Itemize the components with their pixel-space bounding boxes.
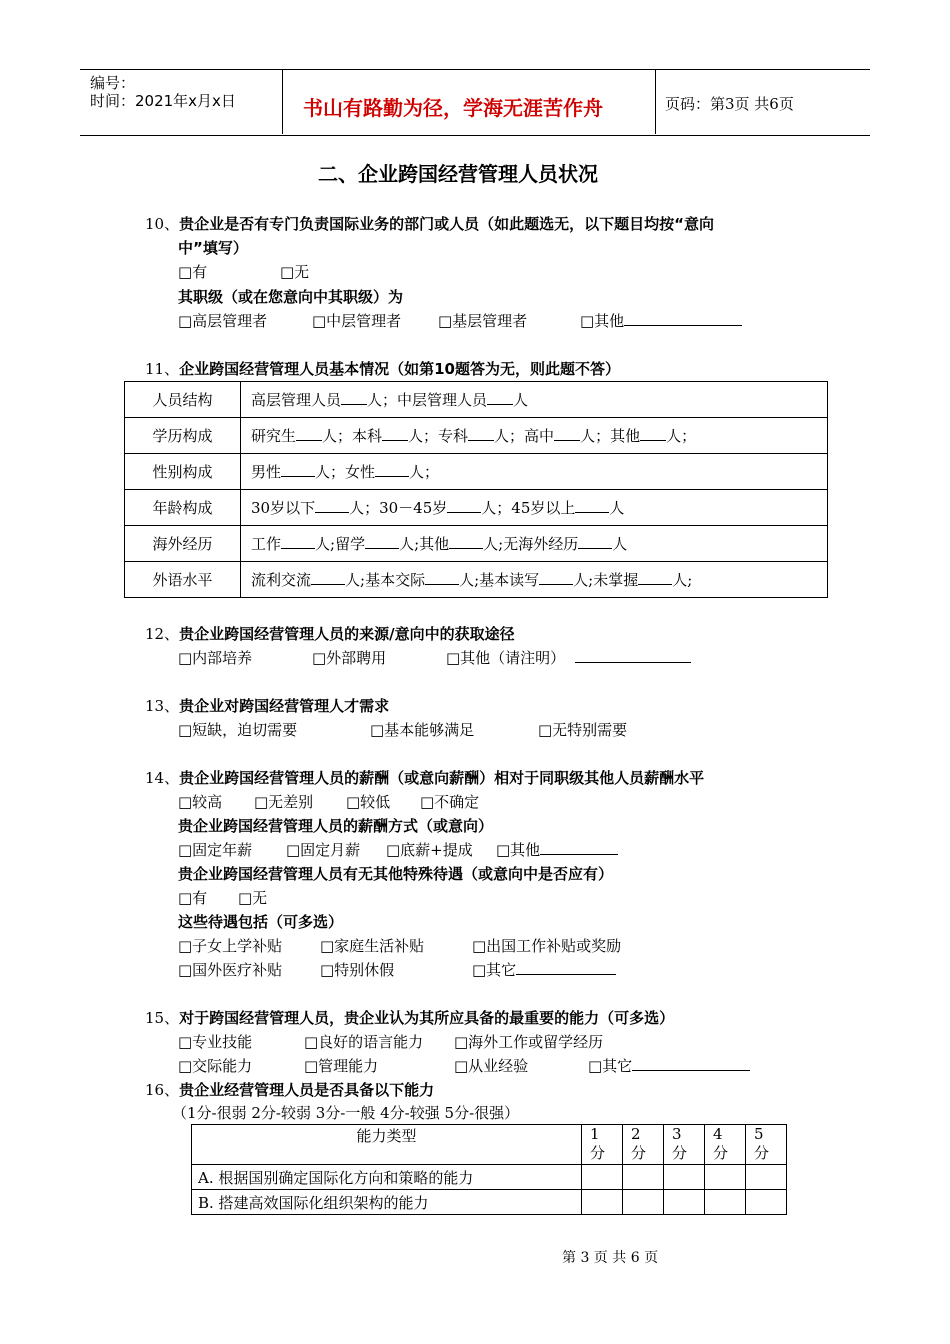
q10-option-yes[interactable]: □有 — [178, 263, 208, 281]
q14-option-treat-no[interactable]: □无 — [238, 889, 268, 907]
row-label: 海外经历 — [125, 526, 241, 562]
fill-blank[interactable] — [281, 535, 315, 549]
col-score-4 — [705, 1125, 746, 1165]
score-cell[interactable] — [582, 1190, 623, 1215]
q14-option-same[interactable]: □无差别 — [254, 793, 314, 811]
q15-option-language[interactable]: □良好的语言能力 — [304, 1033, 424, 1051]
row-label: 学历构成 — [125, 418, 241, 454]
cell-text: 工作 — [251, 535, 282, 553]
q16-table — [191, 1124, 787, 1215]
header-page-info: 页码：第3页 共6页 — [665, 95, 794, 113]
score-cell[interactable] — [705, 1190, 746, 1215]
q13-text: 贵企业对跨国经营管理人才需求 — [179, 697, 390, 715]
table-row — [125, 526, 828, 562]
score-cell[interactable] — [664, 1190, 705, 1215]
cell-text: 人;留学 — [315, 535, 366, 553]
cell-text: 人；高中 — [494, 427, 555, 445]
q15-question — [145, 1007, 674, 1028]
row-label: 外语水平 — [125, 562, 241, 598]
q10-option-base[interactable]: □基层管理者 — [438, 312, 528, 330]
table-row — [125, 418, 828, 454]
q16-text: 贵企业经营管理人员是否具备以下能力 — [179, 1081, 435, 1099]
col-score-1 — [582, 1125, 623, 1165]
row-value — [241, 382, 828, 418]
q14-text: 贵企业跨国经营管理人员的薪酬（或意向薪酬）相对于同职级其他人员薪酬水平 — [179, 769, 705, 787]
col-score-5 — [746, 1125, 787, 1165]
score-num: 1 — [590, 1125, 600, 1143]
q12-number: 12、 — [145, 625, 180, 643]
table-row — [125, 382, 828, 418]
table-row — [125, 490, 828, 526]
q14-option-lower[interactable]: □较低 — [346, 793, 391, 811]
header-top-rule — [80, 69, 870, 70]
table-row — [125, 454, 828, 490]
q14-sub-benefits: 这些待遇包括（可多选） — [178, 913, 344, 931]
page-footer: 第 3 页 共 6 页 — [562, 1250, 659, 1266]
score-cell[interactable] — [582, 1165, 623, 1190]
q13-option-sufficient[interactable]: □基本能够满足 — [370, 721, 475, 739]
q12-text: 贵企业跨国经营管理人员的来源/意向中的获取途径 — [179, 625, 515, 643]
row-value — [241, 418, 828, 454]
fill-blank[interactable] — [640, 427, 666, 441]
header-bottom-rule — [80, 135, 870, 136]
score-num: 4 — [713, 1125, 723, 1143]
q14-option-medical[interactable]: □国外医疗补贴 — [178, 961, 283, 979]
fill-blank[interactable] — [487, 391, 513, 405]
cell-text: 人； — [666, 427, 697, 445]
q14-pay-other-label: □其他 — [496, 841, 541, 859]
q11-table — [124, 381, 828, 598]
q15-option-skills[interactable]: □专业技能 — [178, 1033, 253, 1051]
fill-blank[interactable] — [539, 571, 573, 585]
q10-text-line2: 中”填写） — [178, 239, 248, 257]
fill-blank[interactable] — [382, 427, 408, 441]
q13-number: 13、 — [145, 697, 180, 715]
cell-text: 男性 — [251, 463, 282, 481]
q14-benefit-other-blank[interactable] — [516, 961, 616, 975]
q15-option-overseas[interactable]: □海外工作或留学经历 — [454, 1033, 604, 1051]
ability-a: A. 根据国别确定国际化方向和策略的能力 — [192, 1165, 582, 1190]
q10-text-line1: 贵企业是否有专门负责国际业务的部门或人员（如此题选无，以下题目均按“意向 — [179, 215, 714, 233]
fill-blank[interactable] — [554, 427, 580, 441]
col-ability-type: 能力类型 — [192, 1125, 582, 1165]
fill-blank[interactable] — [575, 499, 609, 513]
fill-blank[interactable] — [638, 571, 672, 585]
q14-option-monthly[interactable]: □固定月薪 — [286, 841, 361, 859]
q14-option-treat-yes[interactable]: □有 — [178, 889, 208, 907]
q14-option-abroad[interactable]: □出国工作补贴或奖励 — [472, 937, 622, 955]
score-cell[interactable] — [746, 1165, 787, 1190]
q14-option-child-edu[interactable]: □子女上学补贴 — [178, 937, 283, 955]
q10-option-senior[interactable]: □高层管理者 — [178, 312, 268, 330]
score-cell[interactable] — [746, 1190, 787, 1215]
score-unit: 分 — [590, 1144, 606, 1162]
q15-option-management[interactable]: □管理能力 — [304, 1057, 379, 1075]
cell-text: 人；女性 — [315, 463, 376, 481]
q14-option-pay-other[interactable] — [496, 839, 618, 860]
score-unit: 分 — [713, 1144, 729, 1162]
cell-text: 人;未掌握 — [573, 571, 639, 589]
cell-text: 人;基本读写 — [459, 571, 540, 589]
q10-option-middle[interactable]: □中层管理者 — [312, 312, 402, 330]
q10-other-blank[interactable] — [624, 312, 742, 326]
q10-question — [145, 213, 714, 234]
q11-number: 11、 — [145, 360, 180, 378]
cell-text: 人；其他 — [580, 427, 641, 445]
header-date: 时间：2021年x月x日 — [90, 92, 236, 110]
row-value — [241, 490, 828, 526]
q14-option-unsure[interactable]: □不确定 — [420, 793, 480, 811]
header-divider-left — [282, 70, 283, 134]
cell-text: 人 — [609, 499, 625, 517]
q16-number: 16、 — [145, 1081, 180, 1099]
q14-benefit-other-label: □其它 — [472, 961, 517, 979]
q15-other-blank[interactable] — [632, 1057, 750, 1071]
q12-option-internal[interactable]: □内部培养 — [178, 649, 253, 667]
q12-other-blank[interactable] — [575, 649, 691, 663]
q15-text: 对于跨国经营管理人员，贵企业认为其所应具备的最重要的能力（可多选） — [179, 1009, 675, 1027]
fill-blank[interactable] — [447, 499, 481, 513]
score-cell[interactable] — [664, 1165, 705, 1190]
row-label: 性别构成 — [125, 454, 241, 490]
score-cell[interactable] — [623, 1190, 664, 1215]
q10-number: 10、 — [145, 215, 180, 233]
cell-text: 人 — [513, 391, 529, 409]
section-title: 二、企业跨国经营管理人员状况 — [318, 162, 598, 186]
score-num: 3 — [672, 1125, 682, 1143]
cell-text: 高层管理人员 — [251, 391, 342, 409]
q10-option-no[interactable]: □无 — [280, 263, 310, 281]
header-divider-right — [655, 70, 656, 134]
q14-number: 14、 — [145, 769, 180, 787]
score-unit: 分 — [631, 1144, 647, 1162]
fill-blank[interactable] — [365, 535, 399, 549]
q10-option-other-label: □其他 — [580, 312, 625, 330]
q12-question — [145, 623, 515, 644]
q13-question — [145, 695, 389, 716]
score-cell[interactable] — [705, 1165, 746, 1190]
score-cell[interactable] — [623, 1165, 664, 1190]
q14-option-leave[interactable]: □特别休假 — [320, 961, 395, 979]
q16-scale-legend: （1分-很弱 2分-较弱 3分-一般 4分-较强 5分-很强） — [172, 1104, 520, 1122]
q15-option-experience[interactable]: □从业经验 — [454, 1057, 529, 1075]
q14-sub-pay-method: 贵企业跨国经营管理人员的薪酬方式（或意向） — [178, 817, 494, 835]
q15-option-other[interactable] — [588, 1055, 750, 1076]
q14-option-annual[interactable]: □固定年薪 — [178, 841, 253, 859]
header-motto: 书山有路勤为径，学海无涯苦作舟 — [303, 96, 603, 120]
cell-text: 研究生 — [251, 427, 297, 445]
score-unit: 分 — [754, 1144, 770, 1162]
q13-option-none[interactable]: □无特别需要 — [538, 721, 628, 739]
q14-sub-special-treatment: 贵企业跨国经营管理人员有无其他特殊待遇（或意向中是否应有） — [178, 865, 614, 883]
q13-option-shortage[interactable]: □短缺，迫切需要 — [178, 721, 298, 739]
table-row — [192, 1190, 787, 1215]
row-value — [241, 526, 828, 562]
q14-option-higher[interactable]: □较高 — [178, 793, 223, 811]
row-value — [241, 562, 828, 598]
fill-blank[interactable] — [578, 535, 612, 549]
cell-text: 人；45岁以上 — [481, 499, 576, 517]
row-label: 人员结构 — [125, 382, 241, 418]
col-score-3 — [664, 1125, 705, 1165]
cell-text: 人； — [409, 463, 440, 481]
q10-sub-question: 其职级（或在您意向中其职级）为 — [178, 288, 404, 306]
fill-blank[interactable] — [375, 463, 409, 477]
q14-option-base-commission[interactable]: □底薪+提成 — [386, 841, 473, 859]
cell-text: 人；中层管理人员 — [367, 391, 488, 409]
q16-question — [145, 1079, 434, 1100]
q15-other-label: □其它 — [588, 1057, 633, 1075]
score-num: 2 — [631, 1125, 641, 1143]
cell-text: 人;基本交际 — [345, 571, 426, 589]
q11-text: 企业跨国经营管理人员基本情况（如第10题答为无，则此题不答） — [179, 360, 620, 378]
q15-option-social[interactable]: □交际能力 — [178, 1057, 253, 1075]
q10-question-cont — [178, 237, 248, 258]
cell-text: 人;无海外经历 — [483, 535, 579, 553]
score-unit: 分 — [672, 1144, 688, 1162]
cell-text: 人;其他 — [399, 535, 450, 553]
table-row — [125, 562, 828, 598]
cell-text: 30岁以下 — [251, 499, 316, 517]
cell-text: 人；本科 — [322, 427, 383, 445]
fill-blank[interactable] — [315, 499, 349, 513]
score-num: 5 — [754, 1125, 764, 1143]
fill-blank[interactable] — [468, 427, 494, 441]
q14-option-benefit-other[interactable] — [472, 959, 616, 980]
q14-option-family[interactable]: □家庭生活补贴 — [320, 937, 425, 955]
fill-blank[interactable] — [311, 571, 345, 585]
q14-question — [145, 767, 704, 788]
fill-blank[interactable] — [296, 427, 322, 441]
q12-option-other-label: □其他（请注明） — [446, 649, 566, 667]
table-row — [192, 1165, 787, 1190]
fill-blank[interactable] — [281, 463, 315, 477]
q12-option-external[interactable]: □外部聘用 — [312, 649, 387, 667]
row-value — [241, 454, 828, 490]
q15-number: 15、 — [145, 1009, 180, 1027]
cell-text: 人；30－45岁 — [349, 499, 448, 517]
header-serial-label: 编号： — [90, 74, 136, 92]
q12-option-other[interactable] — [446, 647, 691, 668]
row-label: 年龄构成 — [125, 490, 241, 526]
cell-text: 流利交流 — [251, 571, 312, 589]
col-score-2 — [623, 1125, 664, 1165]
fill-blank[interactable] — [425, 571, 459, 585]
table-header-row — [192, 1125, 787, 1165]
q10-option-other[interactable] — [580, 310, 742, 331]
fill-blank[interactable] — [341, 391, 367, 405]
fill-blank[interactable] — [449, 535, 483, 549]
cell-text: 人 — [612, 535, 628, 553]
q14-pay-other-blank[interactable] — [540, 841, 618, 855]
cell-text: 人；专科 — [408, 427, 469, 445]
cell-text: 人; — [672, 571, 693, 589]
ability-b: B. 搭建高效国际化组织架构的能力 — [192, 1190, 582, 1215]
q11-question — [145, 358, 620, 379]
